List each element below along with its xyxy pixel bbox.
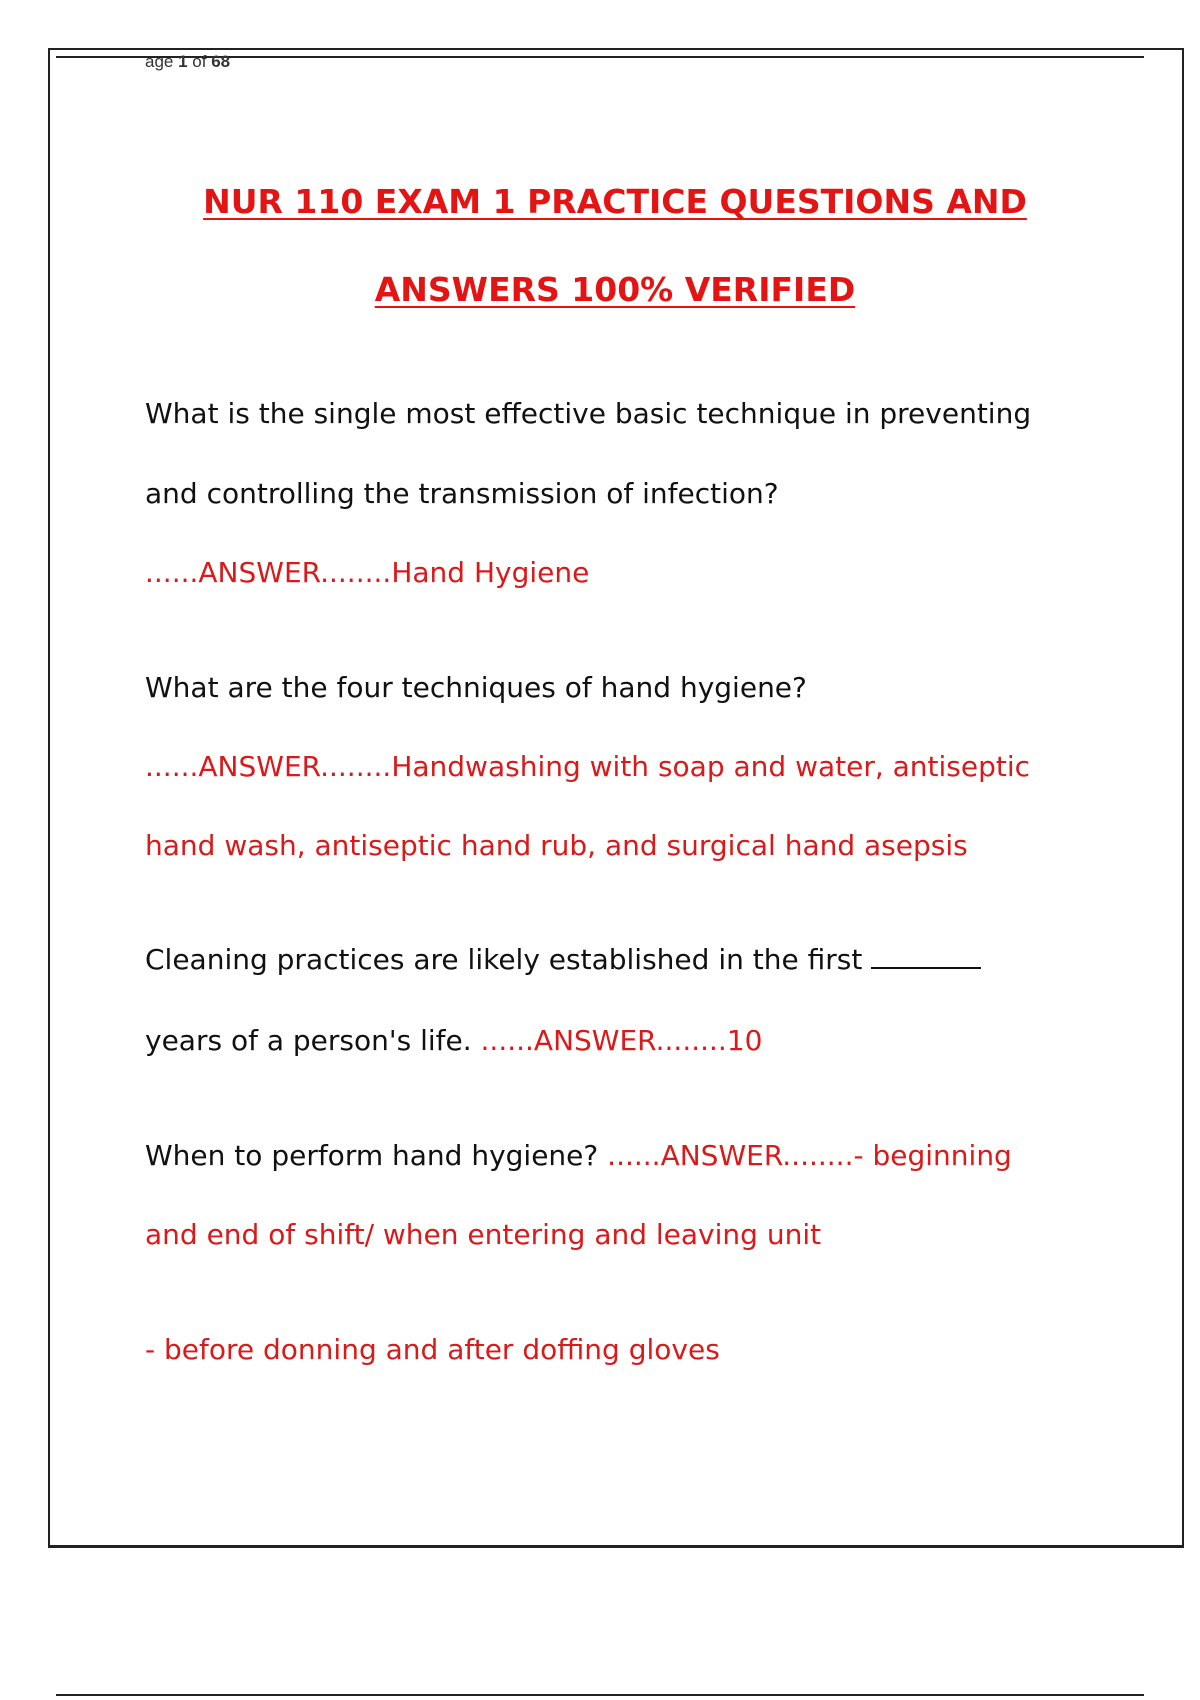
- page-of: of: [187, 52, 212, 71]
- question-3-line-1: [145, 943, 981, 977]
- answer-2-line-1: ......ANSWER........Handwashing with soap and water, antiseptic: [145, 750, 1031, 783]
- answer-3: ......ANSWER........10: [480, 1024, 763, 1057]
- question-4-text: When to perform hand hygiene?: [145, 1139, 599, 1172]
- fill-in-blank: [871, 945, 981, 969]
- answer-2-line-2: hand wash, antiseptic hand rub, and surgical hand asepsis: [145, 829, 968, 862]
- document-title-line-2: ANSWERS 100% VERIFIED: [374, 270, 856, 309]
- page-total: 68: [211, 52, 231, 71]
- question-4-line-1: [145, 1139, 1012, 1173]
- document-title-line-1: NUR 110 EXAM 1 PRACTICE QUESTIONS AND: [203, 182, 1027, 221]
- answer-4-line-3: - before donning and after doffing gloves: [145, 1333, 720, 1366]
- page-number: [145, 52, 230, 72]
- answer-4-line-2: and end of shift/ when entering and leaving unit: [145, 1218, 822, 1251]
- question-3-text-2: years of a person's life.: [145, 1024, 472, 1057]
- answer-1-line-1: ......ANSWER........Hand Hygiene: [145, 556, 590, 589]
- question-1-line-1: What is the single most effective basic technique in preventing: [145, 397, 1032, 430]
- page-prefix: age: [145, 52, 179, 71]
- question-2-line-1: What are the four techniques of hand hygiene?: [145, 671, 807, 704]
- answer-4-inline: ......ANSWER........- beginning: [607, 1139, 1012, 1172]
- question-3-text: Cleaning practices are likely established in the first: [145, 943, 863, 976]
- footer-rule: [56, 1694, 1144, 1696]
- question-3-line-2: [145, 1024, 762, 1058]
- question-1-line-2: and controlling the transmission of infection?: [145, 477, 779, 510]
- page-current: 1: [178, 52, 188, 71]
